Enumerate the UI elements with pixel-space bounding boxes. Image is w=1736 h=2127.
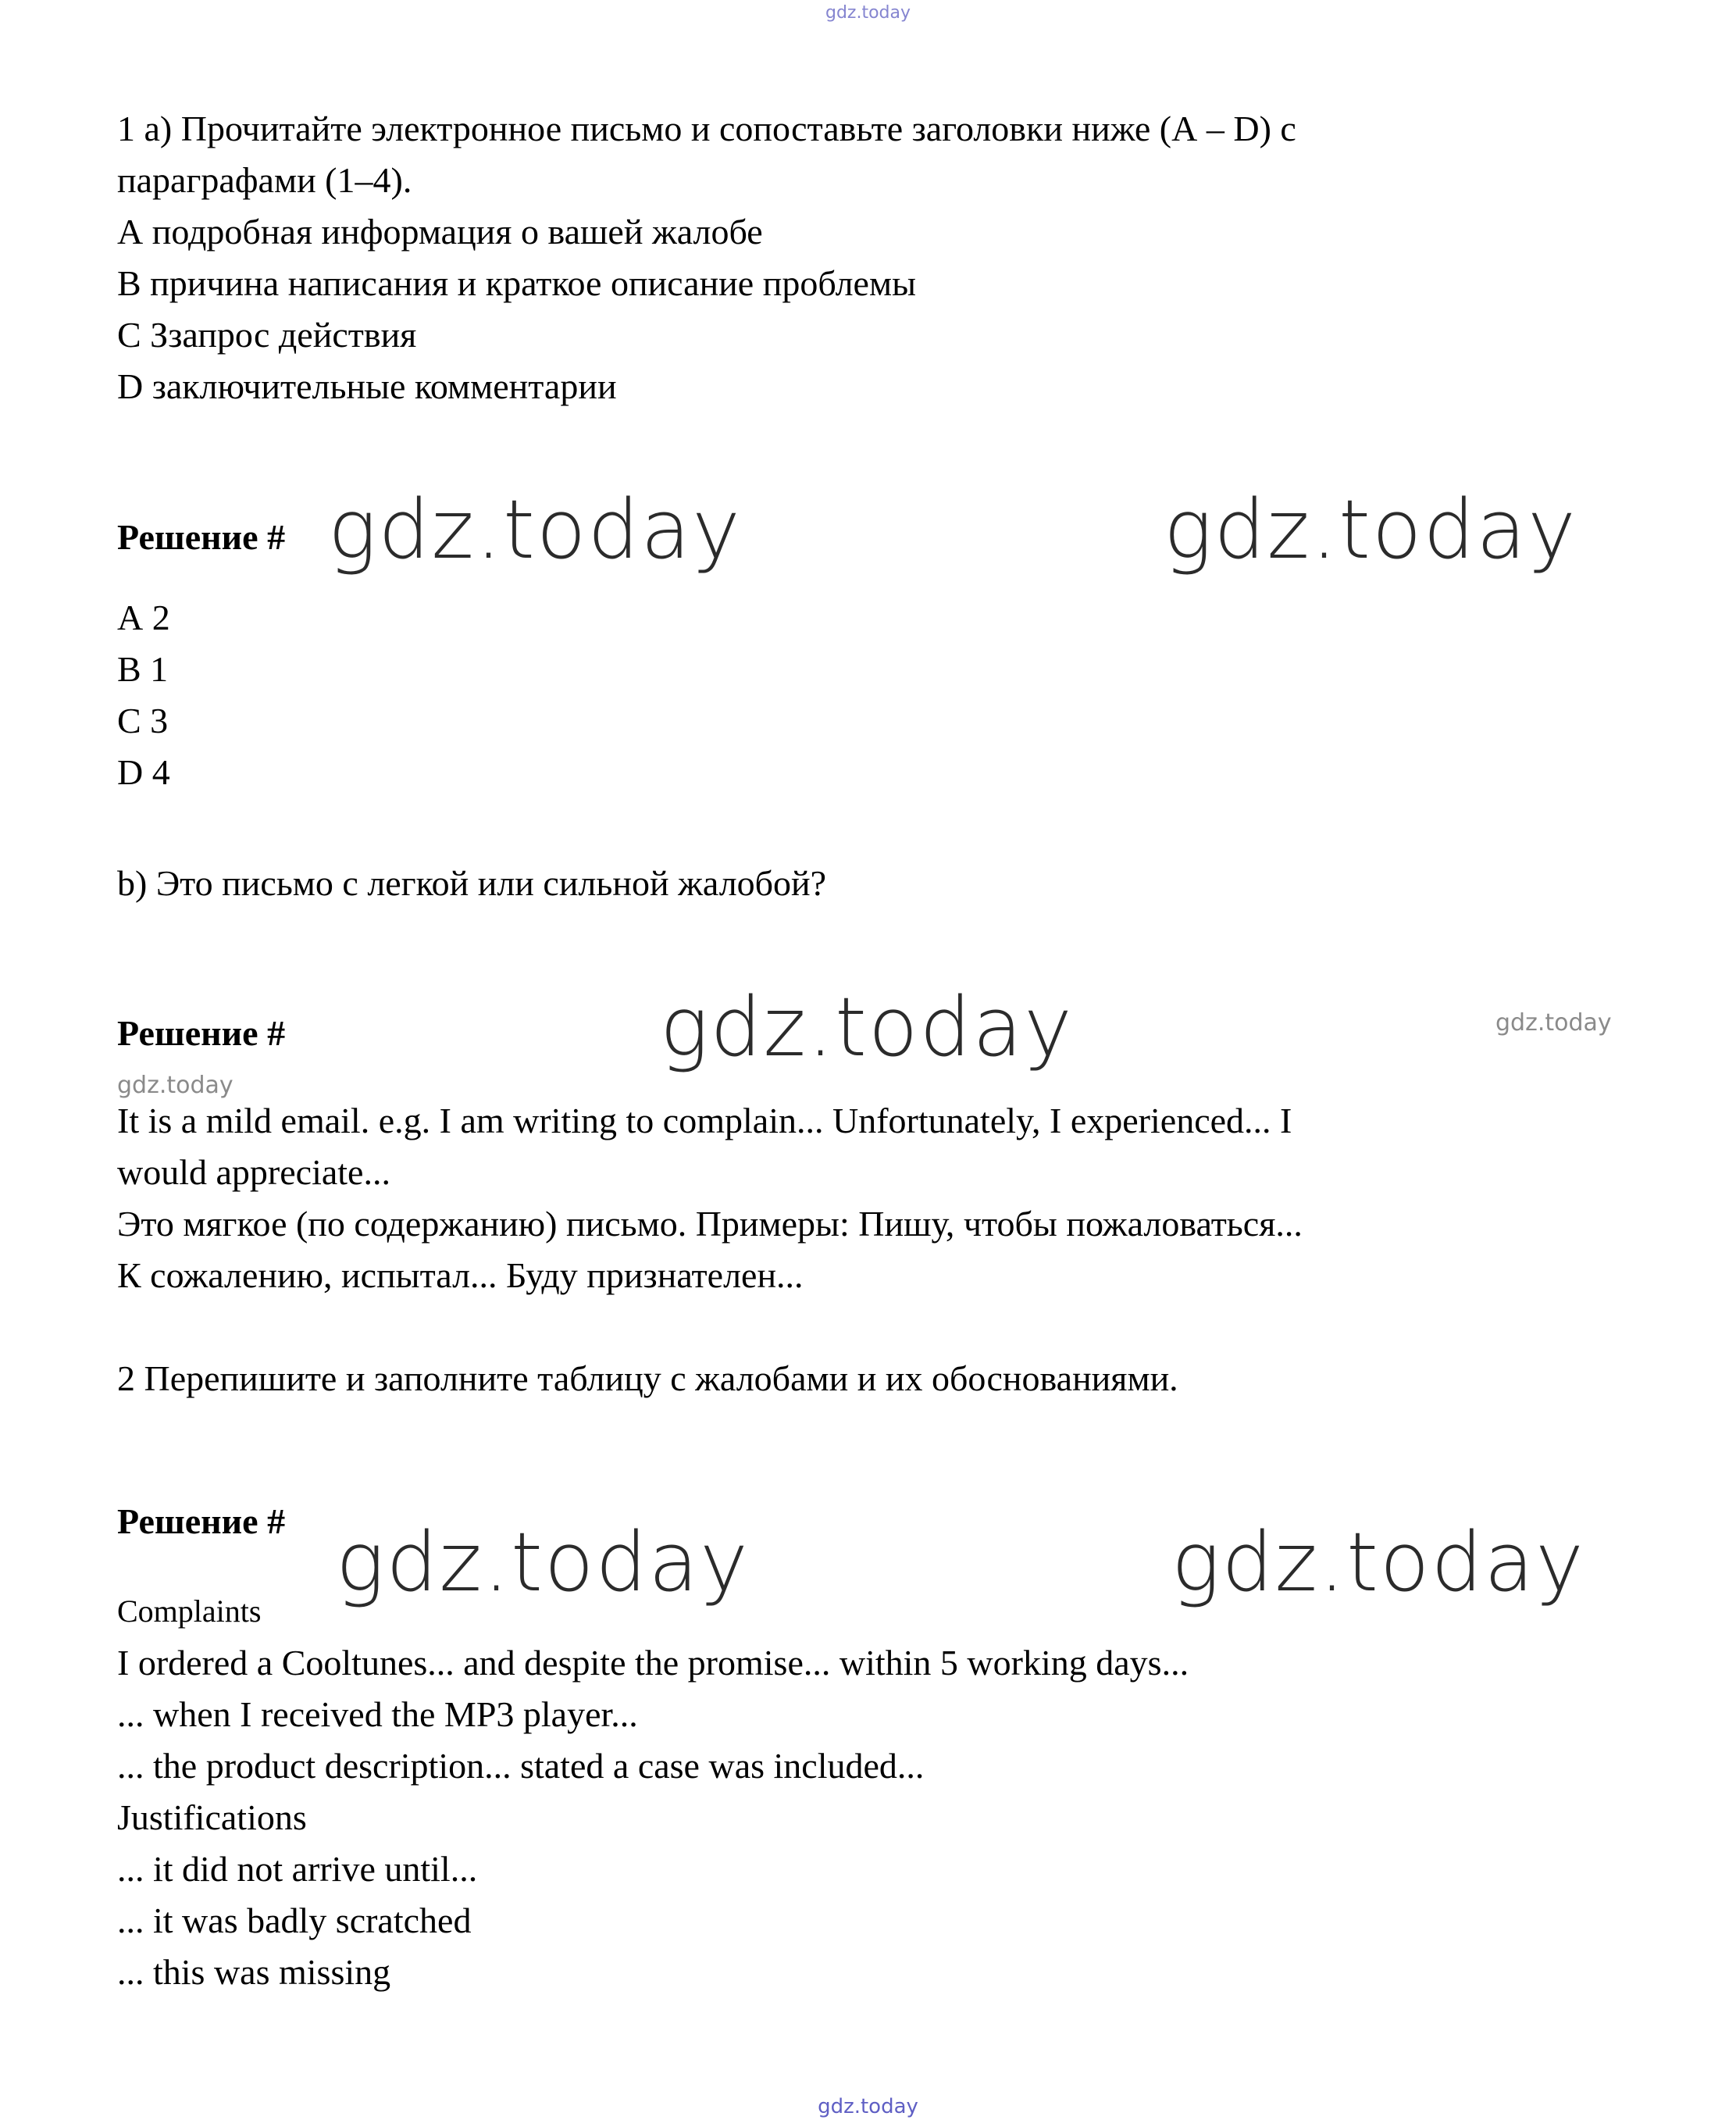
solution-3-heading: Решение # [117,1501,286,1541]
watermark-large: gdz.today [1164,482,1577,577]
task-1a-prompt-line: 1 a) Прочитайте электронное письмо и сопоставьте заголовки ниже (А – D) с [117,109,1296,148]
solution-3-answer-line: I ordered a Cooltunes... and despite the promise... within 5 working days... [117,1643,1189,1683]
watermark-large: gdz.today [1171,1515,1585,1610]
task-2-prompt: 2 Перепишите и заполните таблицу с жалобами и их обоснованиями. [117,1358,1178,1398]
solution-2-answer-line: would appreciate... [117,1152,390,1192]
task-1a-heading-a: А подробная информация о вашей жалобе [117,212,763,252]
solution-1-answers [117,592,170,798]
solution-2-answer-line: It is a mild email. e.g. I am writing to complain... Unfortunately, I experienced... I [117,1101,1292,1140]
watermark-top: gdz.today [825,3,911,23]
watermark-small: gdz.today [117,1072,233,1099]
justifications-header: Justifications [117,1797,307,1837]
task-1a-heading-d: D заключительные комментарии [117,366,617,406]
answer-a: А 2 [117,598,170,637]
watermark-large: gdz.today [660,980,1074,1075]
solution-3-answer-line: ... when I received the MP3 player... [117,1694,638,1734]
answer-d: D 4 [117,752,170,792]
answer-b: В 1 [117,649,169,689]
solution-1-heading: Решение # [117,517,286,557]
watermark-bottom: gdz.today [818,2095,918,2118]
task-1a-heading-b: В причина написания и краткое описание проблемы [117,263,916,303]
watermark-large: gdz.today [328,482,742,577]
solution-2-heading: Решение # [117,1013,286,1053]
solution-2-answer [117,1095,1303,1301]
task-1a-block [117,103,1296,412]
solution-2-answer-line: Это мягкое (по содержанию) письмо. Примеры: Пишу, чтобы пожаловаться... [117,1204,1303,1244]
solution-2-answer-line: К сожалению, испытал... Буду признателен... [117,1255,804,1295]
watermark-small: gdz.today [1495,1009,1612,1037]
answer-c: С 3 [117,701,169,741]
solution-3-answer-line: ... this was missing [117,1952,391,1992]
solution-3-answer-line: ... the product description... stated a case was included... [117,1746,925,1786]
watermark-large: gdz.today [336,1515,750,1610]
solution-3-answer [117,1586,1189,1998]
solution-3-answer-line: ... it did not arrive until... [117,1849,478,1889]
complaints-header: Complaints [117,1593,262,1629]
task-1b-prompt: b) Это письмо с легкой или сильной жалобой? [117,863,827,903]
task-1a-prompt-line: параграфами (1–4). [117,160,412,200]
solution-3-answer-line: ... it was badly scratched [117,1900,472,1940]
task-1a-heading-c: С Ззапрос действия [117,315,417,355]
